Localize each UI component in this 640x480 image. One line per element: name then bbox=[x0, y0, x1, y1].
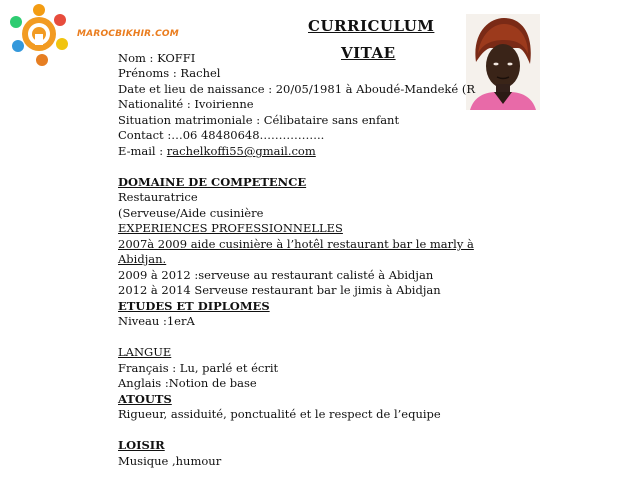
nationalite: Nationalité : Ivoirienne bbox=[118, 97, 254, 111]
situation-matrimoniale: Situation matrimoniale : Célibataire sans enfant bbox=[118, 113, 400, 127]
experience-item2: 2009 à 2012 :serveuse au restaurant calisté à Abidjan bbox=[118, 268, 434, 282]
competence-line2: (Serveuse/Aide cusinière bbox=[118, 206, 264, 220]
email-link[interactable]: rachelkoffi55@gmail.com bbox=[166, 144, 316, 158]
atouts-heading: ATOUTS bbox=[118, 392, 172, 406]
atouts-text: Rigueur, assiduité, ponctualité et le respect de l’equipe bbox=[118, 407, 441, 421]
site-logo bbox=[2, 2, 76, 68]
prenoms: Prénoms : Rachel bbox=[118, 66, 221, 80]
langue-anglais: Anglais :Notion de base bbox=[118, 376, 257, 390]
competence-line1: Restauratrice bbox=[118, 190, 198, 204]
experience-item1-line2: Abidjan. bbox=[118, 252, 167, 266]
nom: Nom : KOFFI bbox=[118, 51, 196, 65]
cv-title-line1: CURRICULUM bbox=[308, 17, 435, 35]
langue-heading: LANGUE bbox=[118, 345, 172, 359]
etudes-niveau: Niveau :1erA bbox=[118, 314, 195, 328]
date-lieu-naissance: Date et lieu de naissance : 20/05/1981 à Aboudé-Mandeké (R bbox=[118, 82, 476, 96]
competence-heading: DOMAINE DE COMPETENCE bbox=[118, 175, 307, 189]
portrait-photo bbox=[466, 14, 540, 110]
loisir-text: Musique ,humour bbox=[118, 454, 222, 468]
experiences-heading: EXPERIENCES PROFESSIONNELLES bbox=[118, 221, 343, 235]
experience-item1-line1: 2007à 2009 aide cusinière à l’hotêl restaurant bar le marly à bbox=[118, 237, 474, 251]
langue-francais: Français : Lu, parlé et écrit bbox=[118, 361, 279, 375]
experience-item3: 2012 à 2014 Serveuse restaurant bar le jimis à Abidjan bbox=[118, 283, 441, 297]
etudes-heading: ETUDES ET DIPLOMES bbox=[118, 299, 270, 313]
contact: Contact :…06 48480648…………….. bbox=[118, 128, 325, 142]
email-row bbox=[118, 144, 316, 158]
email-label: E-mail : bbox=[118, 144, 167, 158]
cv-title-line2: VITAE bbox=[341, 44, 396, 62]
site-logo-text: MAROCBIKHIR.COM bbox=[77, 29, 179, 39]
loisir-heading: LOISIR bbox=[118, 438, 165, 452]
